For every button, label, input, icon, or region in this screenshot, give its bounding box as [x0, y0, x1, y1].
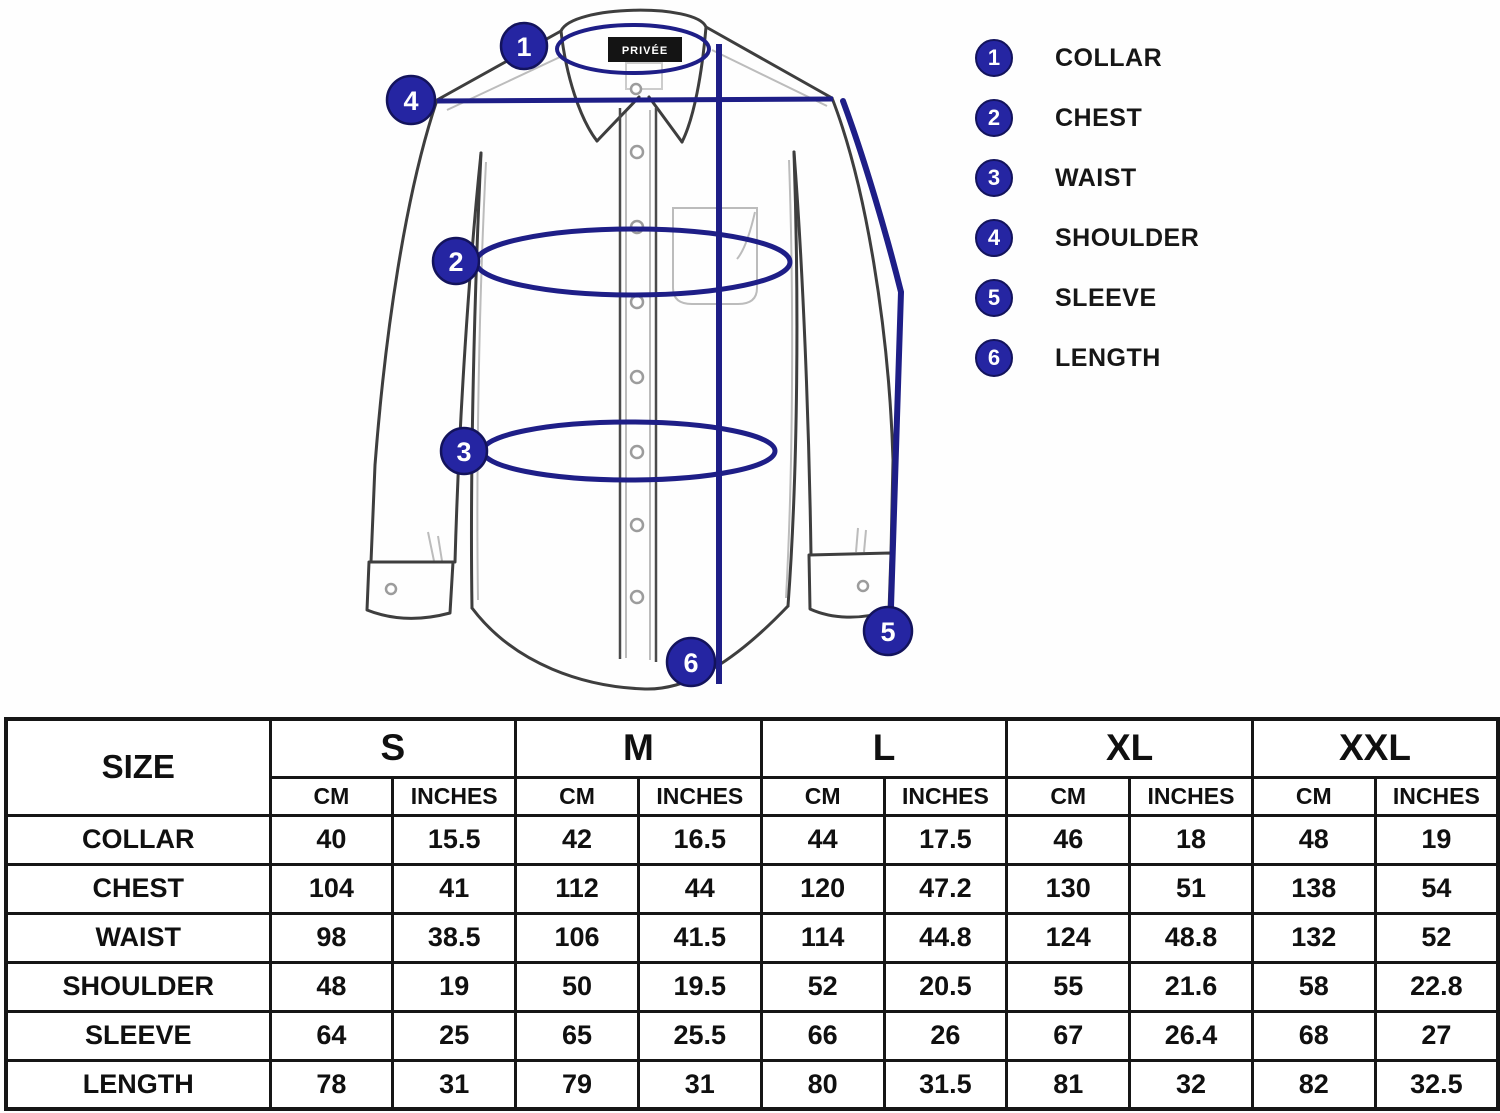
- legend-item-chest: [975, 88, 1199, 148]
- waist-xl-in: 48.8: [1130, 913, 1253, 962]
- waist-xxl-cm: 132: [1252, 913, 1375, 962]
- unit-xxl-inches: INCHES: [1375, 777, 1498, 815]
- marker-chest: [433, 238, 479, 284]
- table-row-length: [6, 1060, 1498, 1109]
- collar-s-in: 15.5: [393, 815, 516, 864]
- chest-l-cm: 120: [761, 864, 884, 913]
- waist-xl-cm: 124: [1007, 913, 1130, 962]
- chest-m-in: 44: [638, 864, 761, 913]
- sleeve-xxl-cm: 68: [1252, 1011, 1375, 1060]
- legend-label-chest: CHEST: [1055, 103, 1143, 132]
- marker-chest-number: 2: [448, 247, 464, 277]
- marker-shoulder: [387, 76, 435, 124]
- legend-label-waist: WAIST: [1055, 163, 1137, 192]
- shoulder-l-in: 20.5: [884, 962, 1007, 1011]
- collar-s-cm: 40: [270, 815, 393, 864]
- waist-l-in: 44.8: [884, 913, 1007, 962]
- legend-badge-6: 6: [975, 339, 1013, 377]
- marker-shoulder-number: 4: [403, 86, 419, 116]
- chest-s-in: 41: [393, 864, 516, 913]
- marker-length-number: 6: [683, 648, 699, 678]
- unit-xxl-cm: CM: [1252, 777, 1375, 815]
- shoulder-xl-cm: 55: [1007, 962, 1130, 1011]
- unit-l-cm: CM: [761, 777, 884, 815]
- size-col-l: L: [761, 719, 1007, 777]
- collar-m-cm: 42: [516, 815, 639, 864]
- marker-waist-number: 3: [456, 437, 472, 467]
- row-label-waist: WAIST: [6, 913, 270, 962]
- legend-label-collar: COLLAR: [1055, 43, 1163, 72]
- sleeve-s-in: 25: [393, 1011, 516, 1060]
- row-label-length: LENGTH: [6, 1060, 270, 1109]
- row-label-chest: CHEST: [6, 864, 270, 913]
- legend-item-length: [975, 328, 1199, 388]
- brand-label-text: PRIVÉE: [621, 45, 669, 57]
- sleeve-xl-in: 26.4: [1130, 1011, 1253, 1060]
- length-xxl-in: 32.5: [1375, 1060, 1498, 1109]
- unit-s-cm: CM: [270, 777, 393, 815]
- shoulder-xxl-in: 22.8: [1375, 962, 1498, 1011]
- length-l-in: 31.5: [884, 1060, 1007, 1109]
- row-label-shoulder: SHOULDER: [6, 962, 270, 1011]
- size-col-m: M: [516, 719, 762, 777]
- chest-xxl-in: 54: [1375, 864, 1498, 913]
- size-table: [4, 717, 1500, 1111]
- table-row-sleeve: [6, 1011, 1498, 1060]
- table-row-sizes: [6, 719, 1498, 777]
- shoulder-xl-in: 21.6: [1130, 962, 1253, 1011]
- legend-item-sleeve: [975, 268, 1199, 328]
- chest-xl-in: 51: [1130, 864, 1253, 913]
- sleeve-l-in: 26: [884, 1011, 1007, 1060]
- chest-m-cm: 112: [516, 864, 639, 913]
- chest-s-cm: 104: [270, 864, 393, 913]
- row-label-sleeve: SLEEVE: [6, 1011, 270, 1060]
- sleeve-measure-line: [843, 101, 901, 607]
- length-m-cm: 79: [516, 1060, 639, 1109]
- collar-m-in: 16.5: [638, 815, 761, 864]
- legend-label-shoulder: SHOULDER: [1055, 223, 1200, 252]
- shoulder-m-cm: 50: [516, 962, 639, 1011]
- chest-measure-ellipse: [476, 229, 790, 295]
- marker-sleeve: [864, 607, 912, 655]
- chest-l-in: 47.2: [884, 864, 1007, 913]
- size-table-corner: SIZE: [6, 719, 270, 815]
- unit-xl-cm: CM: [1007, 777, 1130, 815]
- length-m-in: 31: [638, 1060, 761, 1109]
- unit-l-inches: INCHES: [884, 777, 1007, 815]
- shoulder-s-in: 19: [393, 962, 516, 1011]
- legend-badge-4: 4: [975, 219, 1013, 257]
- sleeve-xl-cm: 67: [1007, 1011, 1130, 1060]
- marker-collar-number: 1: [516, 32, 532, 62]
- legend-badge-3: 3: [975, 159, 1013, 197]
- size-col-xl: XL: [1007, 719, 1253, 777]
- collar-l-cm: 44: [761, 815, 884, 864]
- marker-sleeve-number: 5: [880, 617, 896, 647]
- sleeve-s-cm: 64: [270, 1011, 393, 1060]
- legend-item-waist: [975, 148, 1199, 208]
- size-col-s: S: [270, 719, 516, 777]
- table-row-waist: [6, 913, 1498, 962]
- legend-badge-5: 5: [975, 279, 1013, 317]
- legend-item-collar: [975, 28, 1199, 88]
- collar-l-in: 17.5: [884, 815, 1007, 864]
- measurement-legend: [975, 28, 1199, 388]
- unit-xl-inches: INCHES: [1130, 777, 1253, 815]
- shoulder-s-cm: 48: [270, 962, 393, 1011]
- sleeve-m-in: 25.5: [638, 1011, 761, 1060]
- legend-badge-2: 2: [975, 99, 1013, 137]
- waist-s-cm: 98: [270, 913, 393, 962]
- chest-xxl-cm: 138: [1252, 864, 1375, 913]
- shoulder-l-cm: 52: [761, 962, 884, 1011]
- waist-m-cm: 106: [516, 913, 639, 962]
- shoulder-measure-line: [437, 99, 833, 101]
- legend-label-sleeve: SLEEVE: [1055, 283, 1157, 312]
- waist-s-in: 38.5: [393, 913, 516, 962]
- length-xxl-cm: 82: [1252, 1060, 1375, 1109]
- shirt-seam-lines: [428, 50, 866, 660]
- table-row-shoulder: [6, 962, 1498, 1011]
- length-s-in: 31: [393, 1060, 516, 1109]
- waist-l-cm: 114: [761, 913, 884, 962]
- collar-xl-in: 18: [1130, 815, 1253, 864]
- brand-label: [608, 37, 682, 62]
- waist-m-in: 41.5: [638, 913, 761, 962]
- shoulder-m-in: 19.5: [638, 962, 761, 1011]
- waist-xxl-in: 52: [1375, 913, 1498, 962]
- waist-measure-ellipse: [483, 422, 775, 480]
- collar-xxl-in: 19: [1375, 815, 1498, 864]
- legend-item-shoulder: [975, 208, 1199, 268]
- chest-xl-cm: 130: [1007, 864, 1130, 913]
- unit-m-cm: CM: [516, 777, 639, 815]
- collar-xxl-cm: 48: [1252, 815, 1375, 864]
- unit-s-inches: INCHES: [393, 777, 516, 815]
- legend-label-length: LENGTH: [1055, 343, 1161, 372]
- table-row-chest: [6, 864, 1498, 913]
- table-row-collar: [6, 815, 1498, 864]
- shoulder-xxl-cm: 58: [1252, 962, 1375, 1011]
- marker-waist: [441, 428, 487, 474]
- row-label-collar: COLLAR: [6, 815, 270, 864]
- legend-badge-1: 1: [975, 39, 1013, 77]
- sleeve-xxl-in: 27: [1375, 1011, 1498, 1060]
- sleeve-l-cm: 66: [761, 1011, 884, 1060]
- size-col-xxl: XXL: [1252, 719, 1498, 777]
- sleeve-m-cm: 65: [516, 1011, 639, 1060]
- marker-collar: [501, 23, 547, 69]
- length-l-cm: 80: [761, 1060, 884, 1109]
- unit-m-inches: INCHES: [638, 777, 761, 815]
- length-xl-in: 32: [1130, 1060, 1253, 1109]
- length-xl-cm: 81: [1007, 1060, 1130, 1109]
- length-s-cm: 78: [270, 1060, 393, 1109]
- shirt-outline: [367, 10, 896, 689]
- collar-xl-cm: 46: [1007, 815, 1130, 864]
- marker-length: [667, 638, 715, 686]
